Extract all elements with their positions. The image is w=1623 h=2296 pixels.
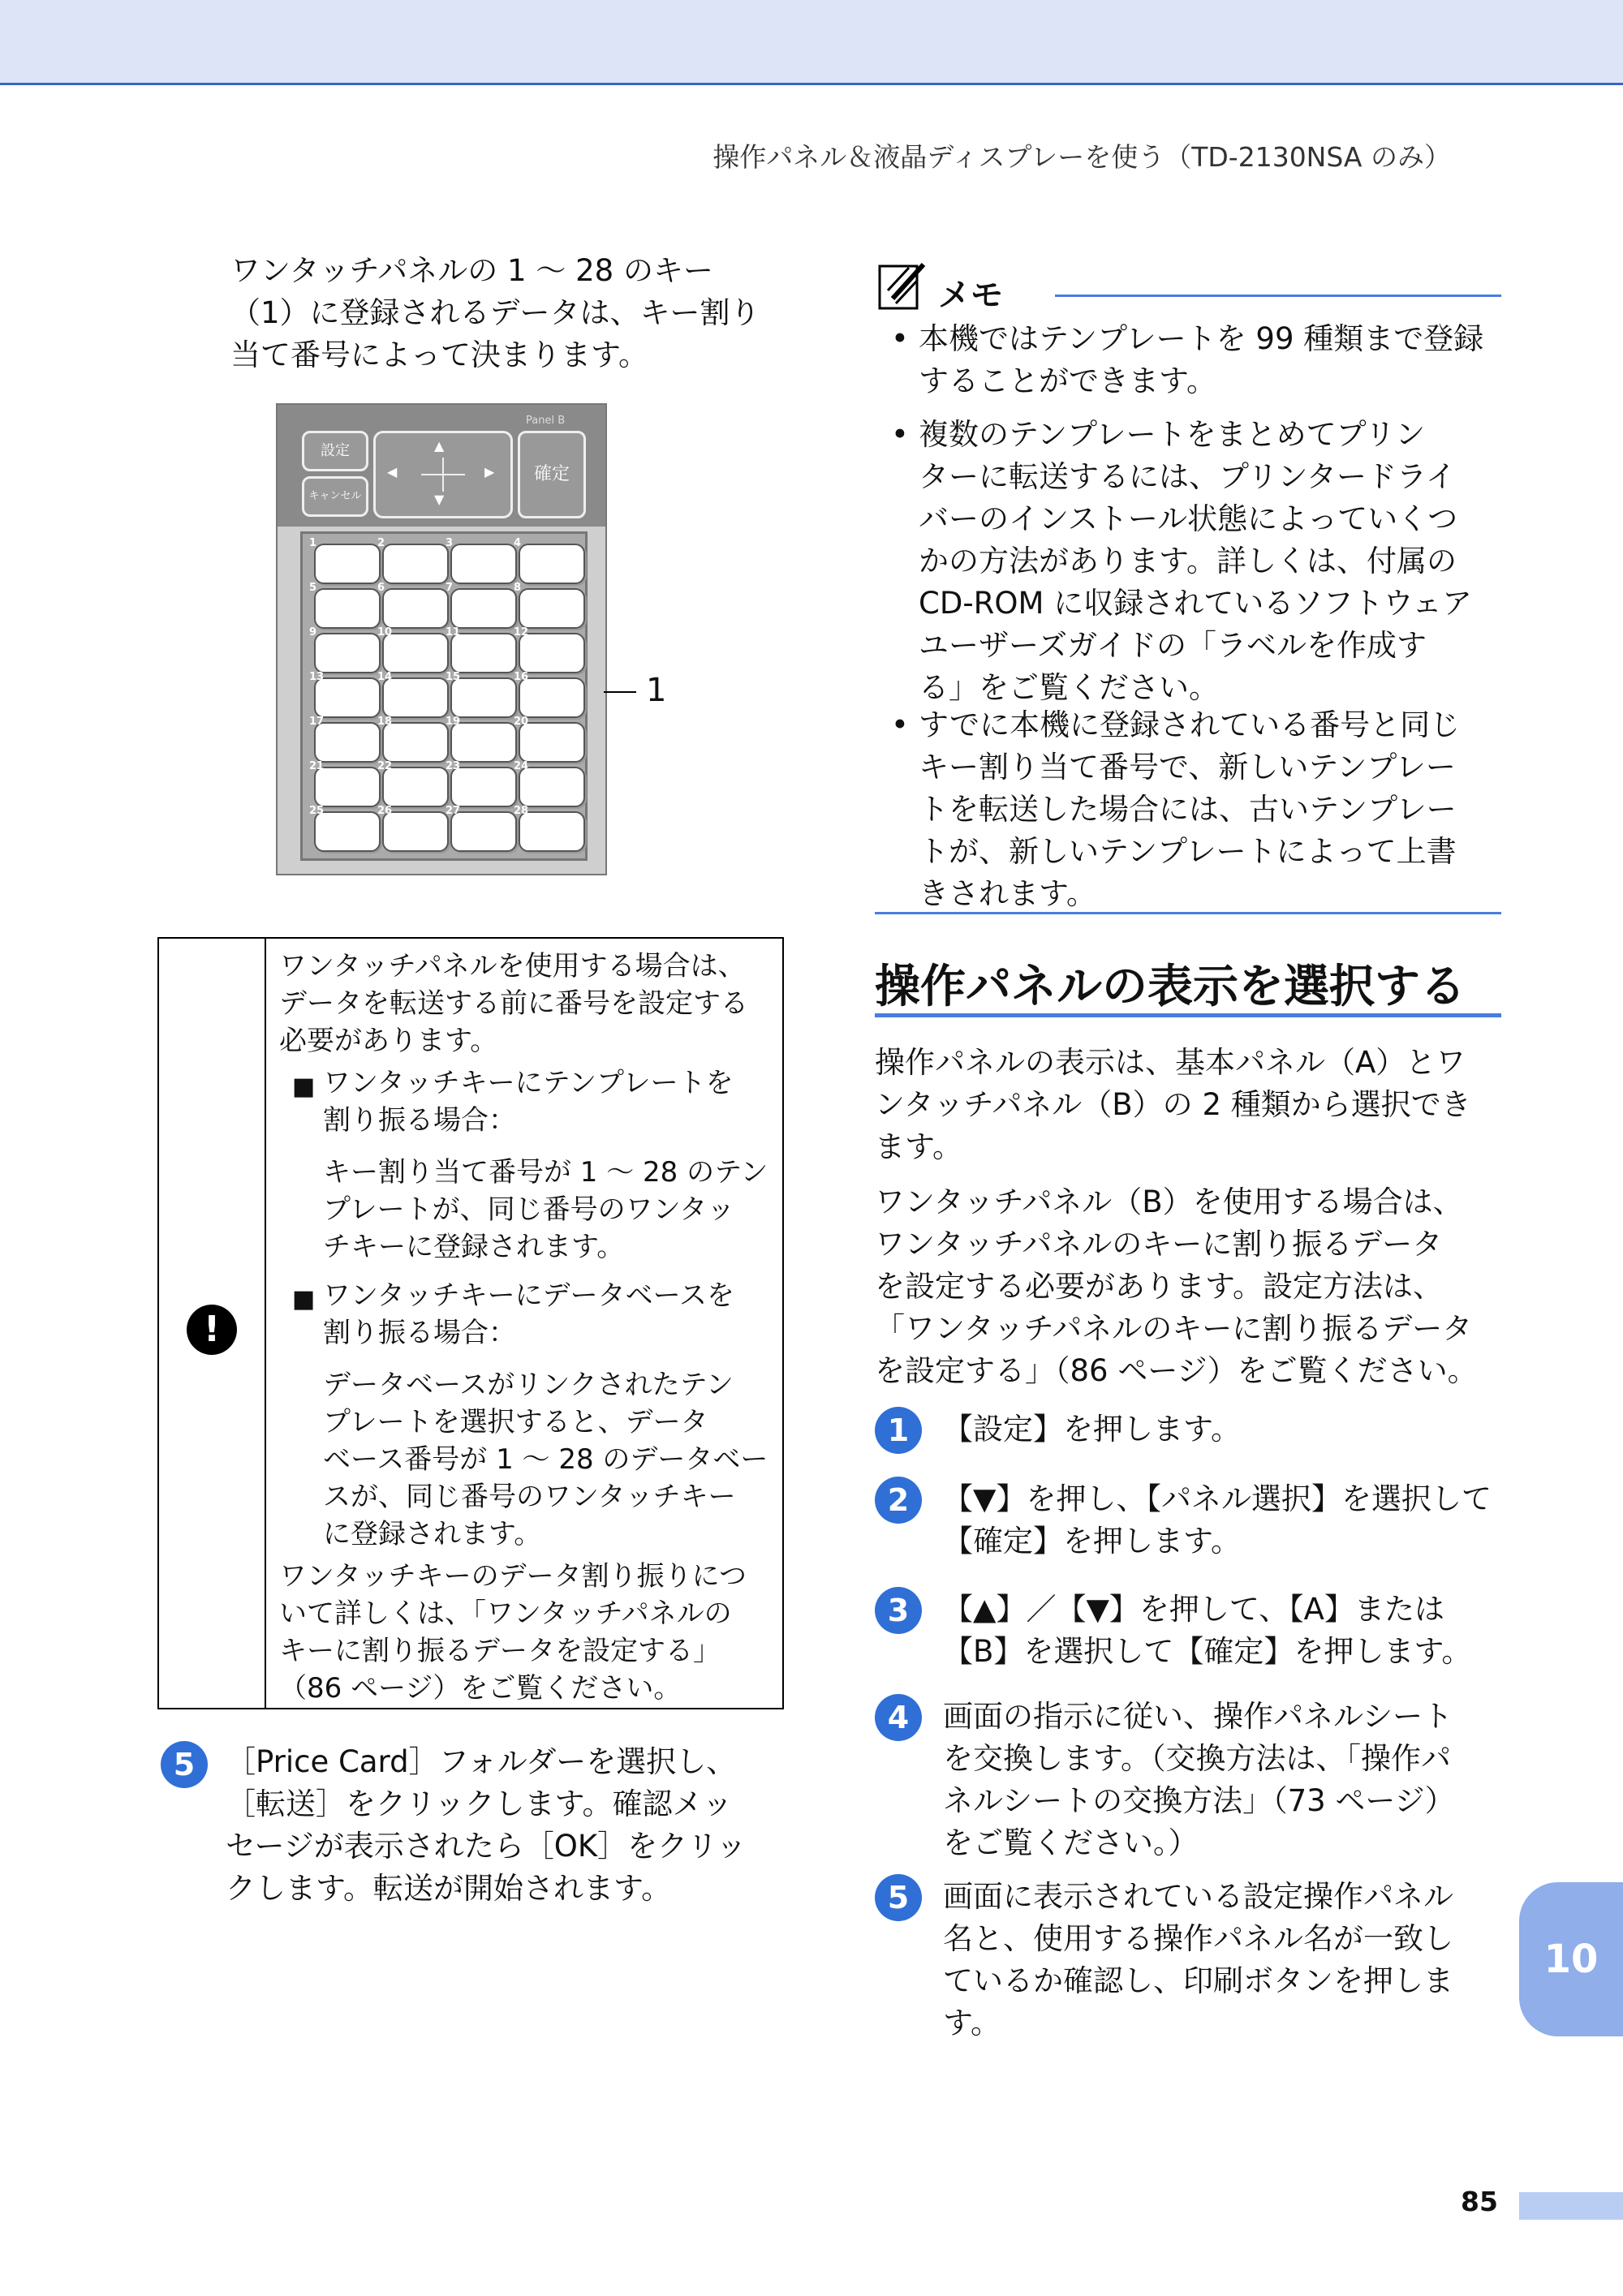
key-number: 19 xyxy=(446,716,461,728)
confirm-key: 確定 xyxy=(518,431,586,518)
callout-line xyxy=(604,691,636,693)
step-line: 【▼】を押し、【パネル選択】を選択して xyxy=(943,1481,1492,1516)
one-touch-key xyxy=(519,677,585,718)
memo-bottom-rule xyxy=(875,912,1501,914)
key-number: 5 xyxy=(309,582,317,594)
note-line: データを転送する前に番号を設定する xyxy=(279,987,748,1020)
one-touch-key xyxy=(450,722,517,763)
one-touch-key xyxy=(382,677,449,718)
memo-line: トを転送した場合には、古いテンプレー xyxy=(919,792,1457,827)
memo-line: 本機ではテンプレートを 99 種類まで登録 xyxy=(919,321,1484,356)
para-line: ンタッチパネル（B）の 2 種類から選択でき xyxy=(875,1087,1471,1122)
key-number: 9 xyxy=(309,626,317,638)
bullet-icon: • xyxy=(891,417,909,452)
step-line: ［Price Card］フォルダーを選択し、 xyxy=(226,1744,737,1779)
para-line: ます。 xyxy=(875,1129,963,1164)
key-number: 6 xyxy=(377,582,385,594)
para-line: 「ワンタッチパネルのキーに割り振るデータ xyxy=(875,1311,1473,1346)
callout-number: 1 xyxy=(646,672,667,709)
memo-line: トが、新しいテンプレートによって上書 xyxy=(919,834,1457,869)
note-divider xyxy=(265,937,266,1709)
section-para xyxy=(875,1042,1471,1168)
one-touch-key xyxy=(382,811,449,852)
one-touch-key xyxy=(314,767,381,807)
running-header: 操作パネル＆液晶ディスプレーを使う（TD-2130NSA のみ） xyxy=(712,141,1451,173)
cancel-key: キャンセル xyxy=(302,476,368,517)
note-line: に登録されます。 xyxy=(323,1518,542,1550)
note-line: 割り振る場合： xyxy=(323,1104,516,1137)
key-number: 28 xyxy=(514,805,529,817)
one-touch-key xyxy=(519,544,585,584)
one-touch-key xyxy=(450,544,517,584)
step-number: 5 xyxy=(161,1741,208,1788)
note-line: キーに割り振るデータを設定する」 xyxy=(279,1635,721,1667)
intro-text xyxy=(230,250,760,376)
one-touch-key xyxy=(382,633,449,673)
key-number: 18 xyxy=(377,716,393,728)
one-touch-key xyxy=(450,588,517,629)
top-band xyxy=(0,0,1623,85)
memo-item xyxy=(919,704,1460,915)
cross-divider xyxy=(421,474,465,475)
step-line: ネルシートの交換方法」（73 ページ） xyxy=(943,1783,1455,1818)
arrow-up-icon: ▲ xyxy=(434,438,445,454)
one-touch-key xyxy=(519,633,585,673)
note-line: ベース番号が 1 ～ 28 のデータベー xyxy=(323,1443,768,1476)
step-line: 【設定】を押します。 xyxy=(943,1412,1242,1447)
section-heading: 操作パネルの表示を選択する xyxy=(875,961,1466,1013)
memo-line: バーのインストール状態によっていくつ xyxy=(919,501,1458,536)
note-line: 割り振る場合： xyxy=(323,1317,516,1349)
step-number: 1 xyxy=(875,1407,922,1454)
section-para xyxy=(875,1181,1478,1392)
step-text xyxy=(943,1589,1471,1673)
page-number: 85 xyxy=(1461,2186,1498,2217)
step-number: 4 xyxy=(875,1694,922,1741)
one-touch-key xyxy=(314,544,381,584)
step-line: す。 xyxy=(943,2006,1001,2040)
note-line: ワンタッチキーにテンプレートを xyxy=(323,1067,734,1099)
step-number: 3 xyxy=(875,1587,922,1634)
step-line: をご覧ください。） xyxy=(943,1825,1199,1860)
key-number: 16 xyxy=(514,671,529,683)
one-touch-key xyxy=(450,633,517,673)
memo-line: ターに転送するには、プリンタードライ xyxy=(919,459,1456,494)
note-para xyxy=(279,948,748,1060)
note-line: チキーに登録されます。 xyxy=(323,1231,625,1263)
one-touch-key xyxy=(314,633,381,673)
heading-underline xyxy=(875,1013,1501,1017)
key-number: 13 xyxy=(309,671,325,683)
memo-title: メモ xyxy=(938,277,1003,314)
key-number: 22 xyxy=(377,760,393,772)
square-bullet-icon: ■ xyxy=(292,1285,316,1314)
one-touch-key xyxy=(519,588,585,629)
one-touch-key xyxy=(314,677,381,718)
memo-item xyxy=(919,318,1483,402)
key-number: 15 xyxy=(446,671,461,683)
step-line: 画面の指示に従い、操作パネルシート xyxy=(943,1699,1453,1734)
arrow-right-icon: ▶ xyxy=(484,464,495,479)
para-line: を設定する」（86 ページ）をご覧ください。 xyxy=(875,1353,1478,1388)
memo-line: きされます。 xyxy=(919,876,1097,911)
one-touch-key xyxy=(382,722,449,763)
one-touch-key xyxy=(314,811,381,852)
key-number: 14 xyxy=(377,671,393,683)
one-touch-key xyxy=(382,588,449,629)
arrow-left-icon: ◀ xyxy=(387,464,398,479)
step-line: 名と、使用する操作パネル名が一致し xyxy=(943,1921,1453,1956)
one-touch-key xyxy=(450,767,517,807)
note-bullet-body xyxy=(323,1154,768,1266)
key-number: 20 xyxy=(514,716,529,728)
bullet-icon: • xyxy=(891,321,909,356)
step-line: 【確定】を押します。 xyxy=(943,1524,1242,1559)
key-number: 25 xyxy=(309,805,325,817)
intro-line: （1）に登録されるデータは、キー割り xyxy=(230,295,760,330)
key-number: 2 xyxy=(377,537,385,549)
memo-line: すでに本機に登録されている番号と同じ xyxy=(919,707,1461,742)
one-touch-key xyxy=(450,677,517,718)
note-line: プレートが、同じ番号のワンタッ xyxy=(323,1193,735,1226)
key-number: 1 xyxy=(309,537,317,549)
one-touch-key xyxy=(382,767,449,807)
note-line: データベースがリンクされたテン xyxy=(323,1369,734,1401)
para-line: 操作パネルの表示は、基本パネル（A）とワ xyxy=(875,1045,1466,1080)
arrow-down-icon: ▼ xyxy=(434,492,445,507)
key-number: 24 xyxy=(514,760,529,772)
page-number-bar xyxy=(1519,2192,1623,2220)
note-bullet-title xyxy=(323,1064,734,1139)
note-line: （86 ページ）をご覧ください。 xyxy=(279,1672,682,1705)
one-touch-key xyxy=(382,544,449,584)
one-touch-key xyxy=(519,767,585,807)
para-line: ワンタッチパネルのキーに割り振るデータ xyxy=(875,1227,1443,1262)
step-line: ［転送］をクリックします。確認メッ xyxy=(226,1786,733,1821)
memo-line: キー割り当て番号で、新しいテンプレー xyxy=(919,750,1456,785)
step-line: 【▲】／【▼】を押して、【A】または xyxy=(943,1592,1444,1627)
note-line: スが、同じ番号のワンタッチキー xyxy=(323,1481,736,1513)
arrow-keypad xyxy=(373,431,513,518)
intro-line: 当て番号によって決まります。 xyxy=(230,338,649,372)
note-bullet-body xyxy=(323,1366,768,1553)
key-number: 7 xyxy=(446,582,454,594)
note-bullet-title xyxy=(323,1277,734,1352)
bullet-icon: • xyxy=(891,707,909,742)
memo-line: かの方法があります。詳しくは、付属の xyxy=(919,544,1457,578)
step-line: セージが表示されたら［OK］をクリッ xyxy=(226,1829,747,1864)
memo-line: CD-ROM に収録されているソフトウェア xyxy=(919,586,1472,621)
step-text xyxy=(943,1478,1492,1563)
step-text xyxy=(943,1408,1241,1451)
settings-key: 設定 xyxy=(302,431,368,471)
key-number: 3 xyxy=(446,537,454,549)
note-line: いて詳しくは、「ワンタッチパネルの xyxy=(279,1597,732,1630)
step-line: を交換します。（交換方法は、「操作パ xyxy=(943,1741,1452,1776)
key-number: 21 xyxy=(309,760,325,772)
note-line: ワンタッチキーにデータベースを xyxy=(323,1279,734,1312)
note-line: プレートを選択すると、データ xyxy=(323,1406,708,1438)
key-number: 8 xyxy=(514,582,522,594)
key-number: 12 xyxy=(514,626,529,638)
para-line: ワンタッチパネル（B）を使用する場合は、 xyxy=(875,1185,1463,1219)
intro-line: ワンタッチパネルの 1 ～ 28 のキー xyxy=(230,253,713,288)
step-line: 画面に表示されている設定操作パネル xyxy=(943,1879,1453,1914)
note-line: 必要があります。 xyxy=(279,1025,498,1057)
one-touch-panel-figure xyxy=(276,403,607,875)
note-line: ワンタッチパネルを使用する場合は、 xyxy=(279,950,746,982)
key-number: 11 xyxy=(446,626,461,638)
key-number: 23 xyxy=(446,760,461,772)
step-text xyxy=(943,1876,1453,2044)
key-number: 17 xyxy=(309,716,325,728)
memo-line: る」をご覧ください。 xyxy=(919,670,1219,705)
one-touch-key xyxy=(450,811,517,852)
note-line: ワンタッチキーのデータ割り振りにつ xyxy=(279,1560,747,1593)
one-touch-key xyxy=(314,722,381,763)
one-touch-key xyxy=(519,722,585,763)
memo-item xyxy=(919,414,1472,709)
chapter-tab[interactable]: 10 xyxy=(1519,1882,1623,2036)
step-line: ているか確認し、印刷ボタンを押しま xyxy=(943,1963,1453,1998)
step-number: 5 xyxy=(875,1874,922,1921)
panel-label: Panel B xyxy=(526,415,566,427)
exclamation-icon: ! xyxy=(187,1305,237,1355)
memo-line: することができます。 xyxy=(919,363,1217,398)
step-line: 【B】を選択して【確定】を押します。 xyxy=(943,1634,1472,1669)
step-text xyxy=(943,1696,1455,1864)
key-number: 26 xyxy=(377,805,393,817)
one-touch-key xyxy=(314,588,381,629)
one-touch-key-grid xyxy=(300,531,588,861)
step-number: 2 xyxy=(875,1477,922,1524)
square-bullet-icon: ■ xyxy=(292,1073,316,1101)
step-line: クします。転送が開始されます。 xyxy=(226,1871,672,1906)
note-line: キー割り当て番号が 1 ～ 28 のテン xyxy=(323,1156,768,1189)
key-number: 27 xyxy=(446,805,461,817)
note-para xyxy=(279,1558,747,1707)
key-number: 10 xyxy=(377,626,393,638)
memo-line: ユーザーズガイドの「ラベルを作成す xyxy=(919,628,1427,663)
para-line: を設定する必要があります。設定方法は、 xyxy=(875,1269,1444,1304)
step-text xyxy=(226,1741,747,1910)
key-number: 4 xyxy=(514,537,522,549)
memo-line: 複数のテンプレートをまとめてプリン xyxy=(919,417,1426,452)
memo-rule xyxy=(1055,295,1501,297)
memo-pencil-icon xyxy=(876,258,930,312)
one-touch-key xyxy=(519,811,585,852)
